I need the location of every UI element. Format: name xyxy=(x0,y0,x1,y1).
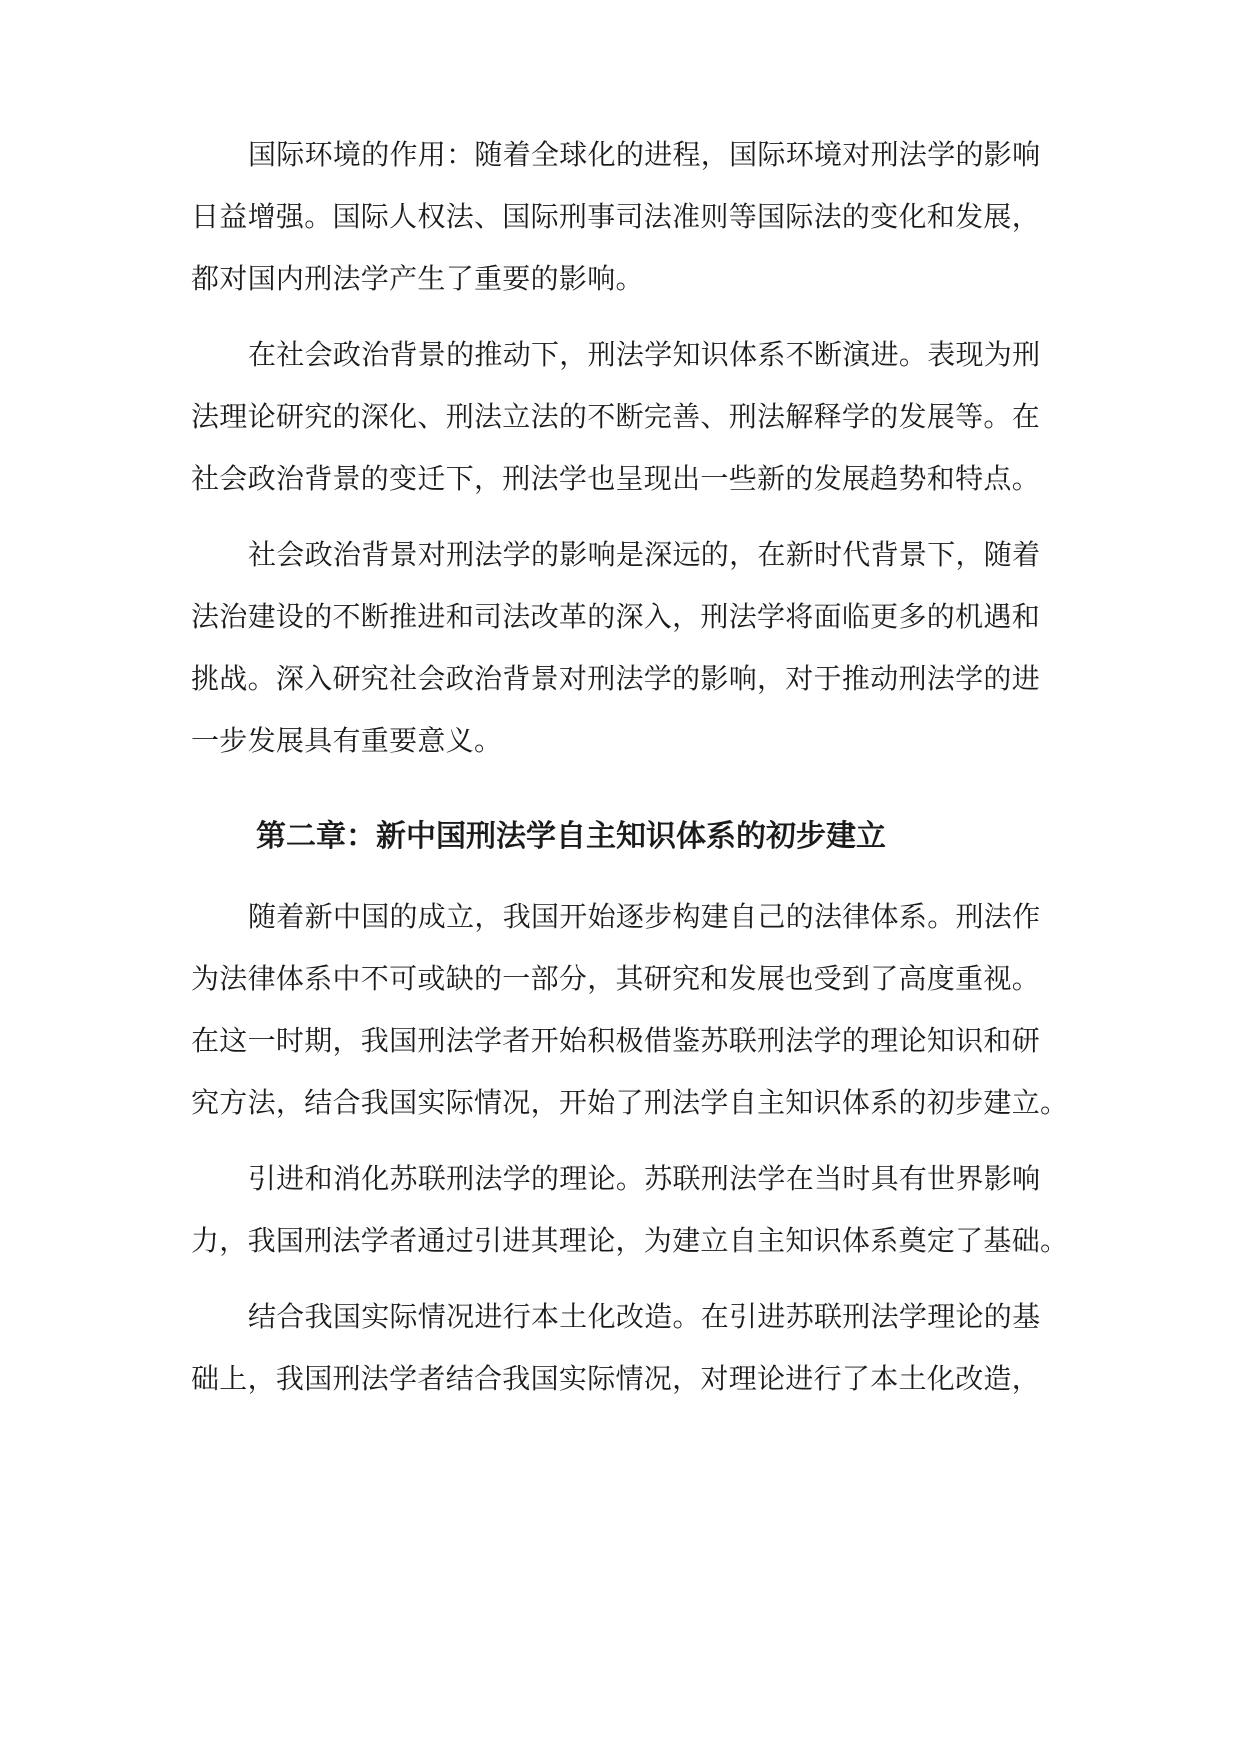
paragraph-line: 社会政治背景的变迁下，刑法学也呈现出一些新的发展趋势和特点。 xyxy=(191,462,1041,495)
paragraph-line: 结合我国实际情况进行本土化改造。在引进苏联刑法学理论的基 xyxy=(248,1300,1041,1333)
paragraph-line: 引进和消化苏联刑法学的理论。苏联刑法学在当时具有世界影响 xyxy=(248,1162,1041,1195)
paragraph-line: 究方法，结合我国实际情况，开始了刑法学自主知识体系的初步建立。 xyxy=(191,1086,1069,1119)
chapter-heading: 第二章：新中国刑法学自主知识体系的初步建立 xyxy=(256,819,886,854)
paragraph-line: 挑战。深入研究社会政治背景对刑法学的影响，对于推动刑法学的进 xyxy=(191,662,1041,695)
paragraph-line: 力，我国刑法学者通过引进其理论，为建立自主知识体系奠定了基础。 xyxy=(191,1224,1069,1257)
paragraph-line: 日益增强。国际人权法、国际刑事司法准则等国际法的变化和发展， xyxy=(191,200,1041,233)
paragraph-line: 法理论研究的深化、刑法立法的不断完善、刑法解释学的发展等。在 xyxy=(191,400,1041,433)
paragraph-line: 都对国内刑法学产生了重要的影响。 xyxy=(191,262,644,295)
paragraph-line: 社会政治背景对刑法学的影响是深远的，在新时代背景下，随着 xyxy=(248,538,1041,571)
paragraph-line: 为法律体系中不可或缺的一部分，其研究和发展也受到了高度重视。 xyxy=(191,962,1041,995)
paragraph-line: 国际环境的作用：随着全球化的进程，国际环境对刑法学的影响 xyxy=(248,138,1041,171)
paragraph-line: 础上，我国刑法学者结合我国实际情况，对理论进行了本土化改造， xyxy=(191,1362,1041,1395)
paragraph-line: 在社会政治背景的推动下，刑法学知识体系不断演进。表现为刑 xyxy=(248,338,1041,371)
paragraph-line: 一步发展具有重要意义。 xyxy=(191,724,503,757)
paragraph-line: 随着新中国的成立，我国开始逐步构建自己的法律体系。刑法作 xyxy=(248,900,1041,933)
paragraph-line: 在这一时期，我国刑法学者开始积极借鉴苏联刑法学的理论知识和研 xyxy=(191,1024,1041,1057)
paragraph-line: 法治建设的不断推进和司法改革的深入，刑法学将面临更多的机遇和 xyxy=(191,600,1041,633)
